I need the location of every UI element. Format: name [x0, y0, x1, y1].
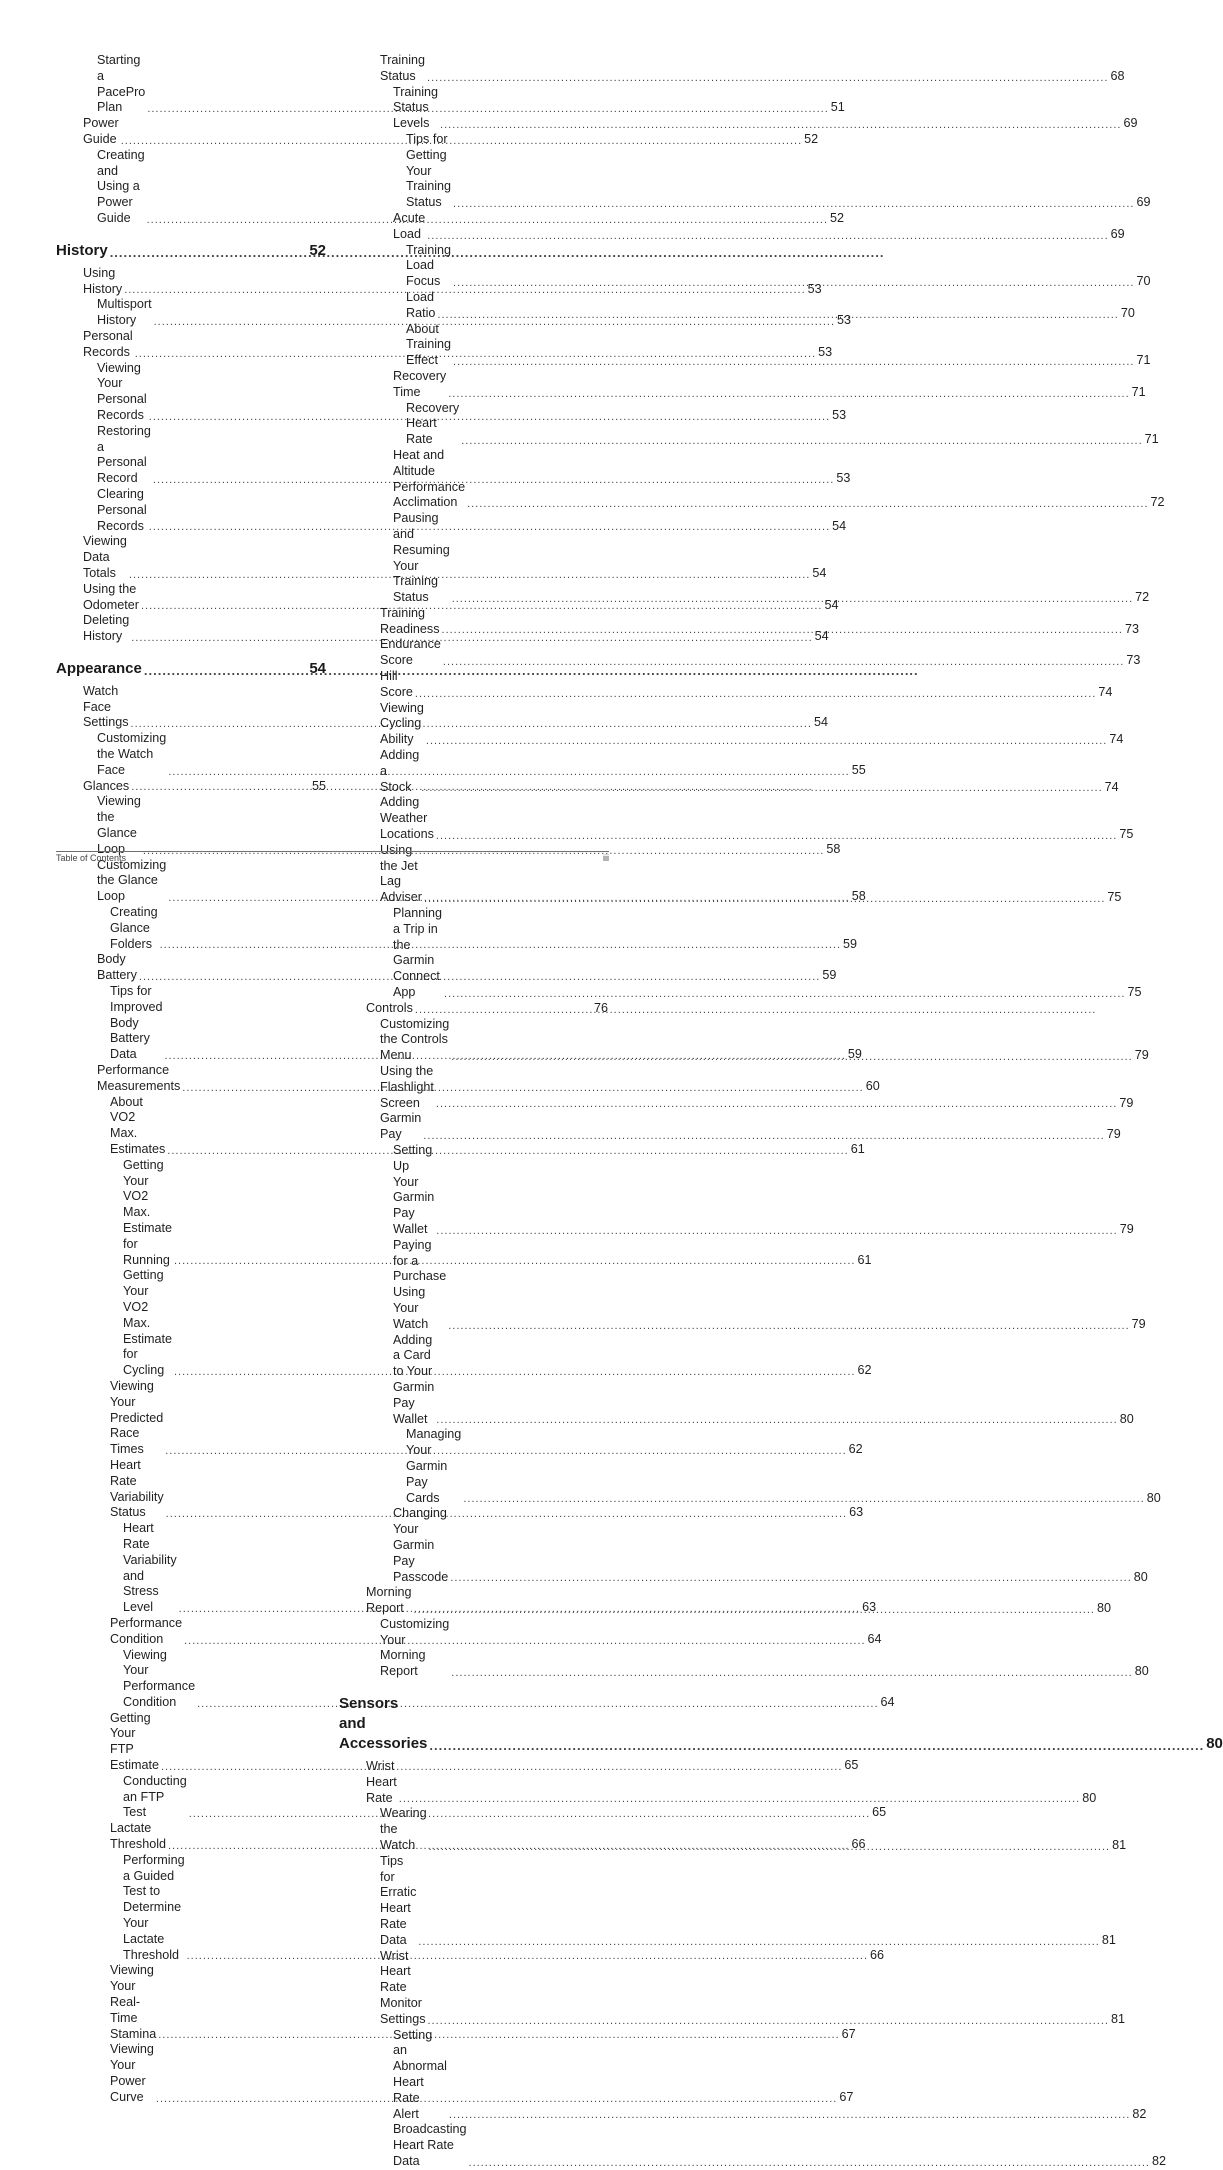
- toc-leader-dots: [427, 71, 1108, 85]
- toc-entry-page: 68: [1110, 68, 1125, 83]
- toc-entry-title: Sensors and Accessories: [339, 1695, 428, 1753]
- toc-entry-page: 80: [1146, 1490, 1161, 1505]
- toc-entry-page: 67: [839, 2089, 854, 2104]
- toc-entry-page: 70: [1136, 274, 1151, 289]
- toc-entry-page: 61: [857, 1252, 872, 1267]
- toc-leader-dots: [451, 1050, 1132, 1064]
- toc-entry-page: 54: [814, 629, 829, 644]
- toc-entry-title: Planning a Trip in the Garmin Connect App: [393, 906, 443, 1000]
- toc-leader-dots: [399, 1792, 1080, 1806]
- toc-entry-page: 52: [309, 241, 326, 259]
- toc-entry-title: Customizing the Watch Face: [97, 731, 167, 777]
- toc-entry-title: Starting a PacePro Plan: [97, 53, 146, 115]
- toc-leader-dots: [436, 829, 1117, 843]
- toc-leader-dots: [426, 734, 1107, 748]
- toc-leader-dots: [110, 244, 308, 261]
- toc-entry[interactable]: [339, 368, 1146, 401]
- toc-entry-title: Viewing the Glance Loop: [97, 794, 141, 856]
- toc-entry-page: 79: [1131, 1316, 1146, 1331]
- toc-entry-page: 82: [1151, 2154, 1166, 2168]
- toc-entry-page: 79: [1134, 1048, 1149, 1063]
- toc-entry-page: 55: [851, 762, 866, 777]
- toc-entry-page: 61: [850, 1142, 865, 1156]
- toc-entry-title: Training Status Levels: [393, 84, 439, 131]
- toc-entry-page: 59: [847, 1047, 862, 1062]
- toc-leader-dots: [424, 892, 1105, 906]
- toc-entry-page: 60: [865, 1078, 880, 1093]
- toc-entry-page: 66: [851, 1837, 866, 1852]
- toc-entry[interactable]: [339, 669, 1113, 701]
- toc-entry-title: Adding Weather Locations: [380, 795, 434, 842]
- toc-entry-title: Wrist Heart Rate Monitor Settings: [380, 1948, 426, 2026]
- toc-entry-title: Viewing Your Personal Records: [97, 360, 147, 422]
- toc-section-heading[interactable]: [56, 659, 326, 679]
- toc-entry-title: Viewing Data Totals: [83, 534, 127, 580]
- toc-entry-title: Watch Face Settings: [83, 683, 129, 730]
- toc-entry-title: Tips for Erratic Heart Rate Data: [380, 1853, 417, 1947]
- toc-entry-page: 59: [843, 936, 858, 951]
- toc-entry-title: Getting Your FTP Estimate: [110, 1710, 159, 1773]
- toc-entry[interactable]: [339, 2122, 1166, 2169]
- toc-leader-dots: [453, 197, 1134, 211]
- toc-leader-dots: [444, 987, 1125, 1001]
- toc-leader-dots: [463, 1492, 1144, 1506]
- toc-entry[interactable]: [339, 795, 1134, 842]
- toc-entry-title: About Training Effect: [406, 321, 452, 368]
- toc-entry-page: 54: [824, 597, 839, 612]
- toc-entry-page: 64: [867, 1631, 882, 1646]
- toc-entry-title: Endurance Score: [380, 637, 441, 668]
- toc-entry-title: Training Status: [380, 53, 426, 83]
- toc-entry-page: 75: [1107, 890, 1122, 905]
- toc-entry-title: Load Ratio: [406, 289, 436, 320]
- toc-entry-page: 80: [1133, 1569, 1148, 1584]
- toc-entry-page: 81: [1112, 1838, 1127, 1853]
- toc-entry-page: 75: [1127, 985, 1142, 1000]
- toc-entry-page: 71: [1144, 432, 1159, 447]
- toc-entry[interactable]: [56, 905, 858, 952]
- toc-entry-title: About VO2 Max. Estimates: [110, 1094, 166, 1156]
- toc-entry-title: Customizing Your Morning Report: [380, 1616, 450, 1679]
- toc-leader-dots: [448, 387, 1129, 401]
- toc-entry-title: Setting Up Your Garmin Pay Wallet: [393, 1142, 435, 1236]
- toc-entry-title: Controls: [366, 1000, 413, 1015]
- toc-leader-dots: [450, 1571, 1131, 1585]
- toc-entry-title: Getting Your VO2 Max. Estimate for Running: [123, 1157, 172, 1267]
- toc-entry-title: Lactate Threshold: [110, 1821, 167, 1852]
- toc-entry-title: Managing Your Garmin Pay Cards: [406, 1427, 462, 1505]
- toc-entry-page: 62: [848, 1442, 863, 1457]
- toc-entry-page: 54: [832, 518, 847, 533]
- toc-entry-page: 54: [813, 715, 828, 730]
- toc-entry-page: 71: [1136, 353, 1151, 368]
- toc-entry-title: Customizing the Controls Menu: [380, 1016, 450, 1063]
- toc-entry-title: Adding a Stock: [380, 748, 420, 794]
- toc-entry-title: Body Battery: [97, 952, 137, 983]
- toc-entry-title: Getting Your VO2 Max. Estimate for Cycling: [123, 1268, 172, 1378]
- toc-entry-title: Garmin Pay: [380, 1111, 422, 1142]
- toc-entry-page: 51: [830, 100, 845, 115]
- toc-entry-page: 80: [1082, 1790, 1097, 1805]
- toc-leader-dots: [415, 1003, 592, 1017]
- toc-entry-title: Broadcasting Heart Rate Data: [393, 2122, 467, 2168]
- toc-entry-title: Hill Score: [380, 669, 413, 699]
- toc-entry-title: Viewing Your Performance Condition: [123, 1647, 196, 1709]
- toc-entry[interactable]: [56, 116, 819, 148]
- toc-entry[interactable]: [56, 952, 837, 984]
- toc-leader-dots: [429, 1737, 1204, 1754]
- toc-entry[interactable]: [56, 486, 847, 534]
- toc-entry-page: 65: [844, 1758, 859, 1773]
- toc-entry-page: 73: [1126, 653, 1141, 668]
- toc-entry-title: Training Readiness: [380, 605, 440, 636]
- toc-entry-title: Using the Flashlight Screen: [380, 1064, 434, 1110]
- toc-leader-dots: [428, 2014, 1109, 2028]
- toc-entry-page: 79: [1106, 1127, 1121, 1142]
- toc-entry-title: Using the Jet Lag Adviser: [380, 842, 422, 905]
- toc-entry-title: Recovery Heart Rate: [406, 400, 460, 447]
- toc-entry-page: 53: [818, 344, 833, 359]
- toc-leader-dots: [467, 497, 1148, 511]
- toc-entry-title: Performing a Guided Test to Determine Your Lactate Threshold: [123, 1852, 185, 1962]
- toc-entry-title: Restoring a Personal Record: [97, 423, 151, 486]
- toc-leader-dots: [449, 2108, 1130, 2122]
- toc-leader-dots: [448, 1319, 1129, 1333]
- toc-entry-page: 80: [1119, 1411, 1134, 1426]
- toc-entry-title: Heat and Altitude Performance Acclimation: [393, 447, 466, 510]
- toc-entry-page: 81: [1110, 2011, 1125, 2026]
- toc-entry-title: Creating and Using a Power Guide: [97, 147, 145, 225]
- toc-entry-page: 63: [862, 1600, 877, 1615]
- toc-entry-title: Recovery Time: [393, 368, 447, 399]
- toc-leader-dots: [421, 781, 1102, 795]
- toc-entry-title: Wrist Heart Rate: [366, 1759, 397, 1805]
- toc-entry-page: 53: [832, 407, 847, 422]
- toc-leader-dots: [436, 1224, 1117, 1238]
- toc-entry-page: 73: [1124, 621, 1139, 636]
- toc-entry-title: Creating Glance Folders: [110, 905, 158, 951]
- toc-entry-page: 53: [837, 313, 852, 328]
- toc-entry-page: 52: [804, 131, 819, 146]
- toc-entry[interactable]: [339, 1111, 1121, 1143]
- toc-entry-title: Pausing and Resuming Your Training Status: [393, 511, 450, 605]
- toc-entry-title: Tips for Improved Body Battery Data: [110, 984, 163, 1062]
- page-footer: [56, 851, 609, 863]
- toc-entry-page: 54: [812, 565, 827, 580]
- toc-leader-dots: [461, 434, 1142, 448]
- toc-entry-title: Heart Rate Variability Status: [110, 1457, 164, 1520]
- toc-entry-title: Acute Load: [393, 210, 426, 241]
- toc-entry-page: 58: [851, 889, 866, 904]
- toc-leader-dots: [414, 1603, 1095, 1617]
- toc-entry-title: Heart Rate Variability and Stress Level: [123, 1521, 177, 1615]
- toc-entry-title: Power Guide: [83, 116, 119, 146]
- toc-entry-page: 72: [1135, 590, 1150, 605]
- toc-entry-page: 71: [1131, 384, 1146, 399]
- toc-entry-page: 64: [880, 1694, 895, 1709]
- toc-entry-page: 80: [1134, 1664, 1149, 1679]
- toc-entry-title: Adding a Card to Your Garmin Pay Wallet: [393, 1332, 435, 1426]
- toc-leader-dots: [436, 1097, 1117, 1111]
- toc-entry[interactable]: [56, 581, 839, 614]
- toc-section-heading[interactable]: [56, 241, 326, 261]
- toc-entry-page: 80: [1206, 1735, 1223, 1753]
- toc-leader-dots: [440, 118, 1121, 132]
- toc-entry-page: 74: [1104, 779, 1119, 794]
- toc-leader-dots: [436, 1413, 1117, 1427]
- toc-leader-dots: [427, 229, 1108, 243]
- toc-entry-title: Personal Records: [83, 328, 133, 359]
- toc-leader-dots: [451, 1666, 1132, 1680]
- toc-entry-page: 55: [311, 778, 326, 793]
- toc-entry-title: Using History: [83, 265, 123, 296]
- toc-entry-title: Viewing Your Power Curve: [110, 2042, 154, 2104]
- toc-entry-title: Morning Report: [366, 1585, 412, 1616]
- toc-entry-page: 53: [836, 471, 851, 486]
- toc-entry[interactable]: [339, 1853, 1116, 1949]
- footer-section-title: Table of Contents: [56, 853, 127, 863]
- toc-entry-title: Performance Condition: [110, 1615, 183, 1646]
- toc-entry[interactable]: [339, 53, 1125, 85]
- toc-entry-page: 79: [1119, 1095, 1134, 1110]
- toc-leader-dots: [442, 623, 1123, 637]
- toc-entry[interactable]: [56, 779, 326, 795]
- toc-leader-dots: [453, 276, 1134, 290]
- toc-entry-title: Deleting History: [83, 613, 130, 644]
- toc-entry-page: 53: [807, 281, 822, 296]
- toc-entry-page: 54: [309, 659, 326, 677]
- toc-entry-title: Using the Odometer: [83, 581, 139, 612]
- toc-leader-dots: [437, 308, 1118, 322]
- toc-leader-dots: [429, 1840, 1110, 1854]
- toc-entry-page: 59: [822, 968, 837, 983]
- toc-entry-title: Appearance: [56, 659, 142, 677]
- toc-entry-title: Setting an Abnormal Heart Rate Alert: [393, 2027, 447, 2121]
- toc-entry-title: Viewing Cycling Ability: [380, 700, 424, 747]
- toc-leader-dots: [452, 592, 1133, 606]
- toc-entry-title: Multisport History: [97, 297, 152, 328]
- toc-entry-title: Training Load Focus: [406, 242, 452, 289]
- toc-entry-page: 63: [849, 1505, 864, 1520]
- toc-leader-dots: [423, 1129, 1104, 1143]
- toc-leader-dots: [144, 662, 307, 679]
- toc-entry[interactable]: [339, 637, 1141, 669]
- toc-leader-dots: [418, 1935, 1099, 1949]
- toc-entry-page: 76: [593, 1000, 608, 1015]
- toc-entry-title: Tips for Getting Your Training Status: [406, 131, 452, 210]
- toc-entry-page: 62: [857, 1363, 872, 1378]
- toc-entry-title: Viewing Your Real-Time Stamina: [110, 1963, 157, 2041]
- toc-leader-dots: [469, 2156, 1150, 2170]
- toc-entry-title: Changing Your Garmin Pay Passcode: [393, 1506, 449, 1584]
- toc-leader-dots: [415, 687, 1096, 701]
- toc-entry-page: 82: [1132, 2106, 1147, 2121]
- toc-entry-title: Viewing Your Predicted Race Times: [110, 1378, 164, 1457]
- toc-entry-title: Conducting an FTP Test: [123, 1773, 187, 1820]
- toc-entry-page: 69: [1123, 116, 1138, 131]
- toc-entry-title: Customizing the Glance Loop: [97, 857, 167, 904]
- toc-entry-title: Performance Measurements: [97, 1063, 181, 1093]
- toc-entry[interactable]: [339, 1001, 608, 1017]
- toc-entry-page: 69: [1110, 226, 1125, 241]
- toc-entry-title: Clearing Personal Records: [97, 486, 147, 533]
- toc-entry-page: 65: [872, 1805, 887, 1820]
- toc-entry-page: 79: [1119, 1221, 1134, 1236]
- toc-leader-dots: [131, 780, 310, 794]
- toc-entry-page: 81: [1101, 1932, 1116, 1947]
- toc-entry-page: 58: [826, 841, 841, 856]
- toc-entry-page: 69: [1136, 195, 1151, 210]
- toc-entry-title: History: [56, 241, 108, 259]
- toc-entry-title: Glances: [83, 778, 130, 793]
- toc-leader-dots: [453, 355, 1134, 369]
- toc-entry-page: 67: [841, 2026, 856, 2041]
- toc-entry-page: 72: [1150, 495, 1165, 510]
- toc-entry-page: 74: [1098, 684, 1113, 699]
- toc-entry-page: 74: [1109, 732, 1124, 747]
- toc-entry-page: 75: [1119, 827, 1134, 842]
- toc-entry-title: Paying for a Purchase Using Your Watch: [393, 1237, 447, 1331]
- footer-page-number: iii: [603, 853, 609, 863]
- toc-entry-page: 70: [1120, 305, 1135, 320]
- toc-leader-dots: [443, 655, 1124, 669]
- toc-entry-page: 80: [1096, 1601, 1111, 1616]
- toc-entry-page: 52: [830, 210, 845, 225]
- toc-entry-title: Wearing the Watch: [380, 1806, 427, 1853]
- toc-entry-page: 66: [870, 1947, 885, 1962]
